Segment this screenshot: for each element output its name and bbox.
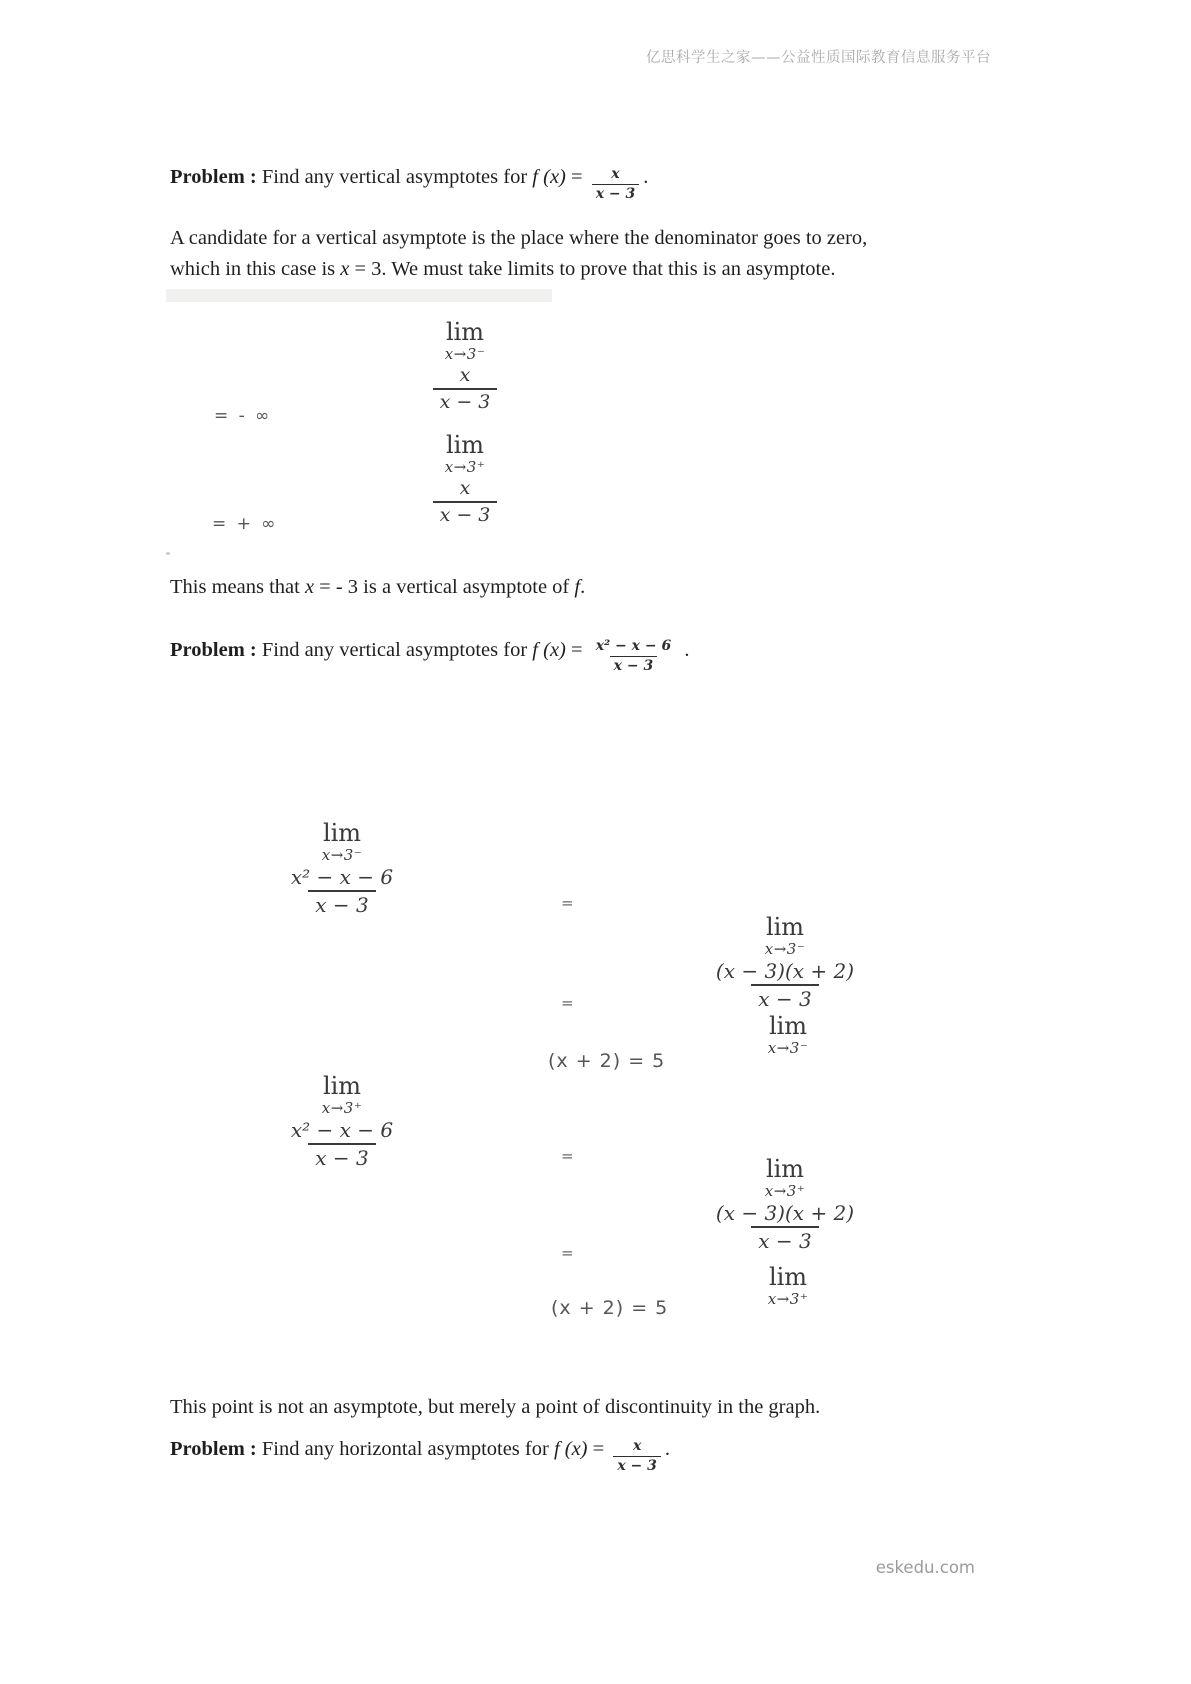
fraction-numerator: x [632,1438,642,1454]
lim-word: lim [445,318,485,346]
lim-word: lim [445,431,485,459]
inline-fraction [592,638,676,674]
variable-f: f [574,576,581,598]
problem-label: Problem : [170,1438,257,1460]
fraction-denominator: x − 3 [751,1226,818,1253]
lim-word: lim [322,1072,362,1100]
limit-stack-simplified-left [748,1014,828,1056]
lim-word: lim [768,1263,808,1291]
problem3-line [170,1438,670,1474]
fraction-numerator: x² − x − 6 [290,865,394,889]
display-fraction [711,1201,859,1253]
equals-sign: = [565,639,588,661]
problem-body: Find any vertical asymptotes for [256,639,533,661]
problem-body: Find any horizontal asymptotes for [256,1438,554,1460]
limit-result: (x + 2) = 5 [551,1297,669,1319]
limit-stack-simplified-right [748,1265,828,1307]
fraction-denominator: x − 3 [433,501,498,527]
lim-subscript: x→3⁻ [764,940,806,958]
lim-word: lim [768,1012,808,1040]
limit-stack-orig-left [272,821,412,917]
footer-site: eskedu.com [875,1558,975,1577]
lim-subscript: x→3⁻ [767,1039,809,1057]
header-text: 亿思科学生之家——公益性质国际教育信息服务平台 [646,50,991,66]
display-fraction [433,477,498,527]
lim-subscript: x→3⁺ [321,1099,363,1117]
problem-label: Problem : [170,166,257,188]
fx-expression: f (x) [532,639,566,661]
means-line: This means that x = - 3 is a vertical asymptote of f. [170,576,586,598]
variable-x: x [304,576,315,598]
fx-expression: f (x) [532,166,566,188]
problem-label: Problem : [170,639,257,661]
fx-expression: f (x) [553,1438,588,1460]
problem1-line [170,166,648,202]
equals-mark: = [561,1244,574,1262]
limit-stack-factored-right [705,1157,865,1253]
display-fraction [286,865,398,917]
problem-period: . [679,639,690,661]
paragraph-line1: A candidate for a vertical asymptote is the place where the denominator goes to zero, [170,227,868,249]
fraction-numerator: x² − x − 6 [290,1118,394,1142]
highlight-band [166,289,552,302]
fraction-denominator: x − 3 [308,890,375,917]
lim-subscript: x→3⁺ [764,1182,806,1200]
fraction-numerator: x [459,364,471,386]
stray-mark [166,552,170,555]
display-fraction [711,959,859,1011]
lim-subscript: x→3⁺ [444,458,486,476]
problem-body: Find any vertical asymptotes for [256,166,533,188]
fraction-denominator: x − 3 [308,1143,375,1170]
lim-subscript: x→3⁻ [321,846,363,864]
variable-x: x [340,258,350,280]
lim-word: lim [765,1155,805,1183]
result-negative-infinity: = - ∞ [214,406,272,426]
lim-word: lim [765,913,805,941]
inline-fraction [592,166,640,202]
fraction-numerator: x [459,477,471,499]
equals-mark: = [561,994,574,1012]
point-line: This point is not an asymptote, but merely a point of discontinuity in the graph. [170,1396,821,1418]
result-positive-infinity: = + ∞ [212,514,278,534]
limit-stack-left-approach [405,320,525,414]
inline-fraction [613,1438,661,1474]
lim-word: lim [322,819,362,847]
problem-period: . [664,1438,671,1460]
limit-stack-factored-left [705,915,865,1011]
fraction-denominator: x − 3 [433,388,498,414]
equals-sign: = [565,166,588,188]
problem2-line [170,638,689,674]
fraction-denominator: x − 3 [592,184,640,203]
candidate-paragraph [170,227,867,281]
display-fraction [286,1118,398,1170]
fraction-numerator: x² − x − 6 [595,638,672,654]
fraction-denominator: x − 3 [610,656,658,675]
lim-subscript: x→3⁺ [767,1290,809,1308]
display-fraction [433,364,498,414]
limit-result: (x + 2) = 5 [548,1050,666,1072]
equals-mark: = [561,1147,574,1165]
fraction-numerator: x [611,166,620,182]
fraction-denominator: x − 3 [613,1456,661,1475]
fraction-denominator: x − 3 [751,984,818,1011]
equals-mark: = [561,894,574,912]
equals-sign: = [587,1438,610,1460]
paragraph-line2: which in this case is x = 3. We must take limits to prove that this is an asymptote. [170,258,836,280]
fraction-numerator: (x − 3)(x + 2) [715,1201,855,1225]
lim-subscript: x→3⁻ [444,345,486,363]
fraction-numerator: (x − 3)(x + 2) [715,959,855,983]
limit-stack-orig-right [272,1074,412,1170]
problem-period: . [643,166,649,188]
limit-stack-right-approach [405,433,525,527]
